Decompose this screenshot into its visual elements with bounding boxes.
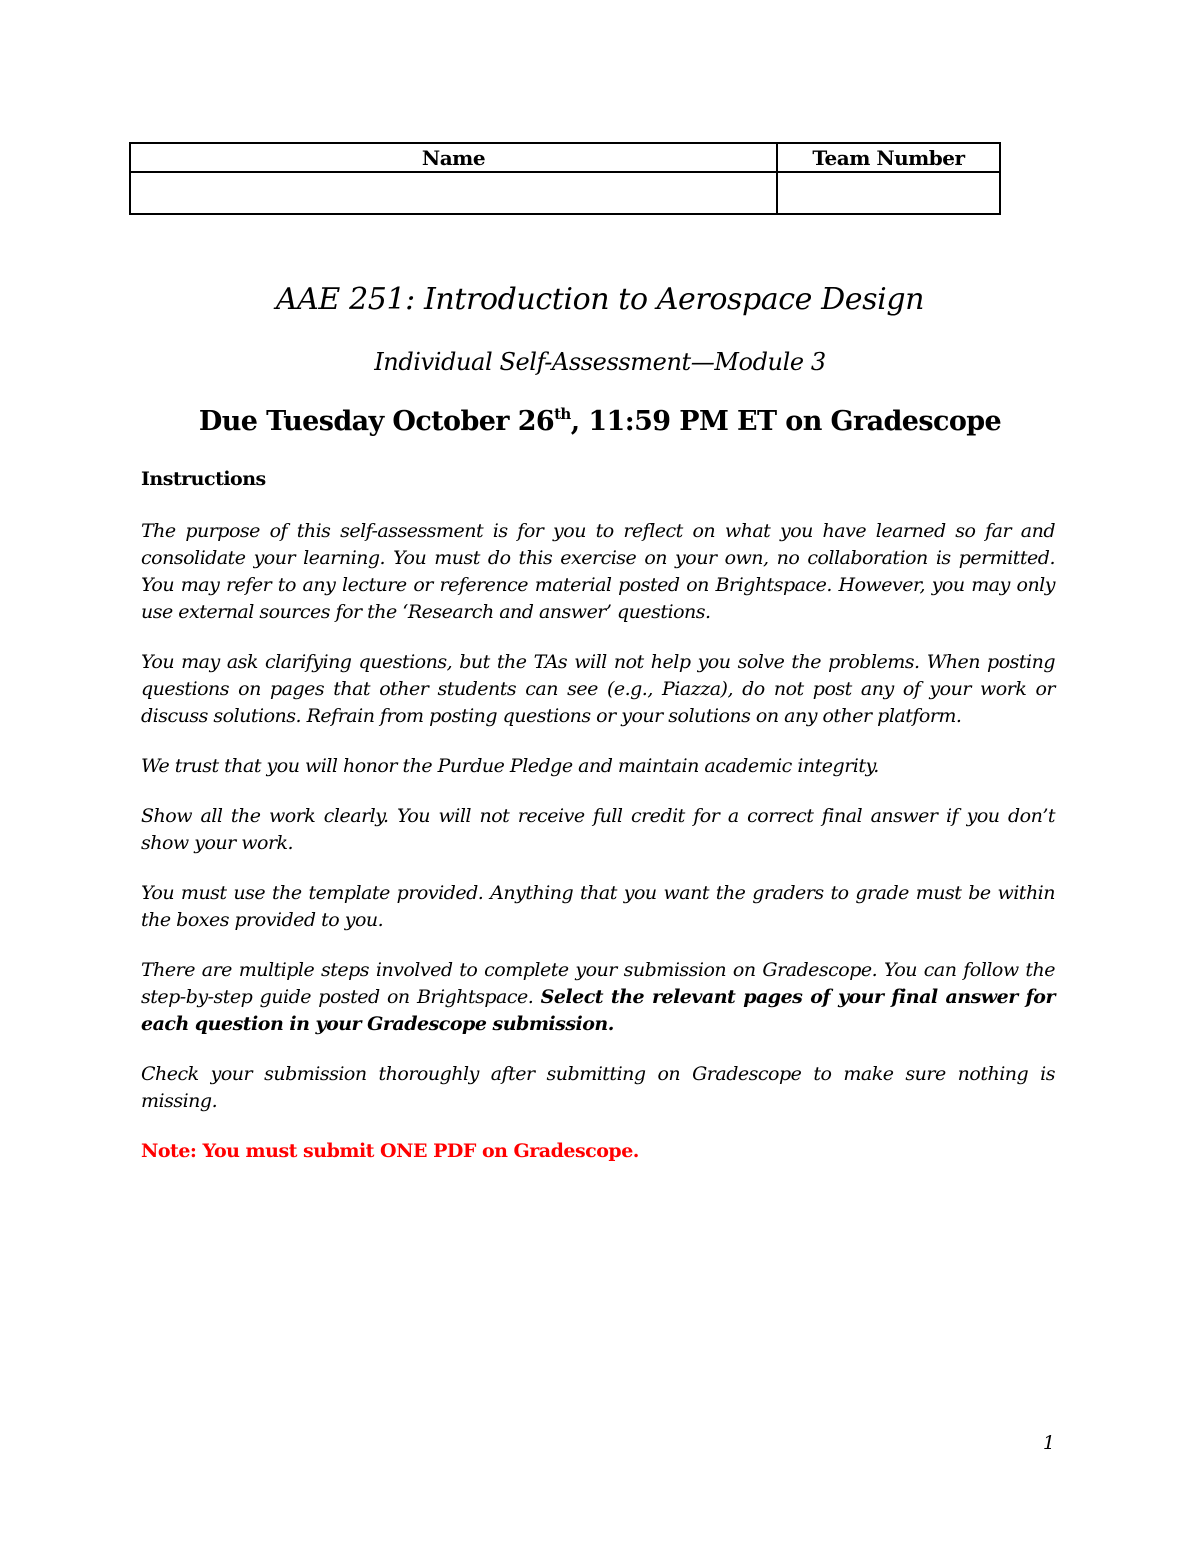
show-work-paragraph: Show all the work clearly. You will not receive full credit for a correct final answer if you don’t show your work.: [141, 805, 1055, 854]
page-number: 1: [1042, 1432, 1055, 1454]
submission-bold-text: Select the relevant pages of your final answer for each question in your Gradescope submission.: [141, 986, 1055, 1035]
due-date-rest: , 11:59 PM ET on Gradescope: [570, 406, 1002, 437]
team-number-header: Team Number: [777, 143, 1000, 172]
instructions-section: [141, 466, 1055, 1165]
integrity-paragraph: We trust that you will honor the Purdue Pledge and maintain academic integrity.: [141, 755, 879, 777]
name-header: Name: [130, 143, 777, 172]
check-paragraph: Check your submission thoroughly after submitting on Gradescope to make sure nothing is missing.: [141, 1063, 1055, 1112]
submission-text: There are multiple steps involved to complete your submission on Gradescope. You can follow the step-by-step guide posted on Brightspace.: [141, 959, 1055, 1008]
submission-paragraph: [141, 957, 1055, 1038]
name-field[interactable]: [130, 172, 777, 214]
due-date: [0, 406, 1200, 437]
assessment-title: Individual Self-Assessment—Module 3: [374, 348, 826, 376]
due-date-main: Due Tuesday October 26: [198, 406, 555, 437]
due-date-superscript: th: [554, 405, 571, 423]
submission-note: Note: You must submit ONE PDF on Gradescope.: [141, 1140, 639, 1162]
instructions-heading: Instructions: [141, 468, 266, 490]
questions-paragraph: You may ask clarifying questions, but the TAs will not help you solve the problems. When posting questions on pages that other students can see (e.g., Piazza), do not post any of your work or discuss solutions. Refrain from posting questions or your solutions on any other platform.: [141, 651, 1055, 727]
course-title: AAE 251: Introduction to Aerospace Design: [275, 282, 925, 317]
team-number-field[interactable]: [777, 172, 1000, 214]
purpose-paragraph: The purpose of this self-assessment is for you to reflect on what you have learned so far and consolidate your learning. You must do this exercise on your own, no collaboration is permitted. You may refer to any lecture or reference material posted on Brightspace. However, you may only use external sources for the ‘Research and answer’ questions.: [141, 520, 1055, 623]
name-team-table: [129, 142, 1001, 215]
template-paragraph: You must use the template provided. Anything that you want the graders to grade must be within the boxes provided to you.: [141, 882, 1055, 931]
